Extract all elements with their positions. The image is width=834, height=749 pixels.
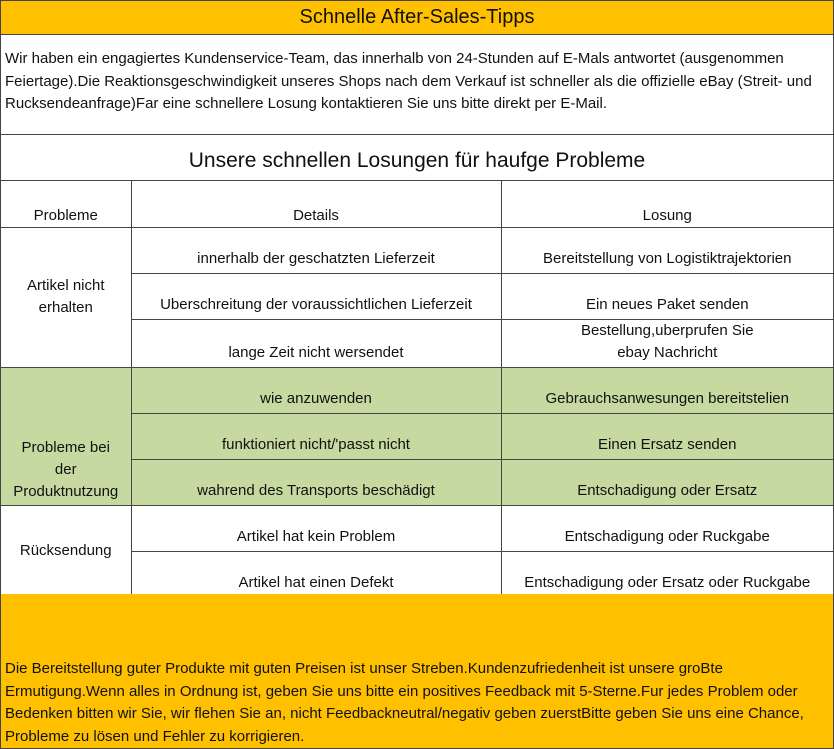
solution-line: ebay Nachricht bbox=[617, 343, 718, 361]
intro-paragraph: Wir haben ein engagiertes Kundenservice-Team, das innerhalb von 24-Stunden auf E-Mals antwortet (ausgenommen Feiertage).Die Reaktionsgeschwindigkeit unseres Shops nach dem Verkauf ist schneller als die offizielle eBay (Streit- und Rucksendeanfrage)Far eine schnellere Losung kontaktieren Sie uns bitte direkt per E-Mail. bbox=[1, 35, 833, 135]
solution-line: Bestellung,uberprufen Sie bbox=[580, 321, 754, 339]
category-line: Rücksendung bbox=[19, 542, 112, 559]
feedback-note: Die Bereitstellung guter Produkte mit guten Preisen ist unser Streben.Kundenzufriedenheit ist unsere groBte Ermutigung.Wenn alles in Ordnung ist, geben Sie uns bitte ein positives Feedback mit 5-Sterne.Fur jedes Problem oder Bedenken bitten wir Sie, wir flehen Sie an, nicht Feedbackneutral/negativ geben zuerstBitte geben Sie uns eine Chance, Probleme zu lösen und Fehler zu korrigieren. bbox=[1, 594, 833, 748]
category-line: Artikel nicht bbox=[26, 277, 105, 294]
category-product-usage bbox=[1, 367, 131, 505]
category-return bbox=[1, 505, 131, 597]
category-not-received bbox=[1, 227, 131, 367]
solution-cell: Bereitstellung von Logistiktrajektorien bbox=[501, 227, 833, 273]
table-subtitle: Unsere schnellen Losungen für haufge Probleme bbox=[1, 135, 833, 181]
column-header-details: Details bbox=[131, 181, 501, 227]
category-line: erhalten bbox=[38, 299, 93, 316]
table-row bbox=[1, 367, 833, 413]
solution-cell: Entschadigung oder Ersatz bbox=[501, 459, 833, 505]
category-line: der bbox=[54, 460, 77, 478]
column-header-solution: Losung bbox=[501, 181, 833, 227]
solution-cell: Einen Ersatz senden bbox=[501, 413, 833, 459]
table-row bbox=[1, 505, 833, 551]
table-row bbox=[1, 227, 833, 273]
solution-cell: Gebrauchsanwesungen bereitstelien bbox=[501, 367, 833, 413]
table-header-row bbox=[1, 181, 833, 227]
solutions-table bbox=[1, 181, 833, 598]
detail-cell: wahrend des Transports beschädigt bbox=[131, 459, 501, 505]
detail-cell: Artikel hat einen Defekt bbox=[131, 551, 501, 597]
category-line: Probleme bei bbox=[21, 438, 110, 456]
solution-cell: Entschadigung oder Ruckgabe bbox=[501, 505, 833, 551]
detail-cell: Uberschreitung der voraussichtlichen Lieferzeit bbox=[131, 273, 501, 319]
solution-cell: Entschadigung oder Ersatz oder Ruckgabe bbox=[501, 551, 833, 597]
solution-cell bbox=[501, 319, 833, 367]
detail-cell: wie anzuwenden bbox=[131, 367, 501, 413]
detail-cell: funktioniert nicht/'passt nicht bbox=[131, 413, 501, 459]
page-title: Schnelle After-Sales-Tipps bbox=[1, 1, 833, 35]
detail-cell: Artikel hat kein Problem bbox=[131, 505, 501, 551]
category-line: Produktnutzung bbox=[13, 482, 119, 500]
detail-cell: lange Zeit nicht wersendet bbox=[131, 319, 501, 367]
detail-cell: innerhalb der geschatzten Lieferzeit bbox=[131, 227, 501, 273]
column-header-problems: Probleme bbox=[1, 181, 131, 227]
solution-cell: Ein neues Paket senden bbox=[501, 273, 833, 319]
